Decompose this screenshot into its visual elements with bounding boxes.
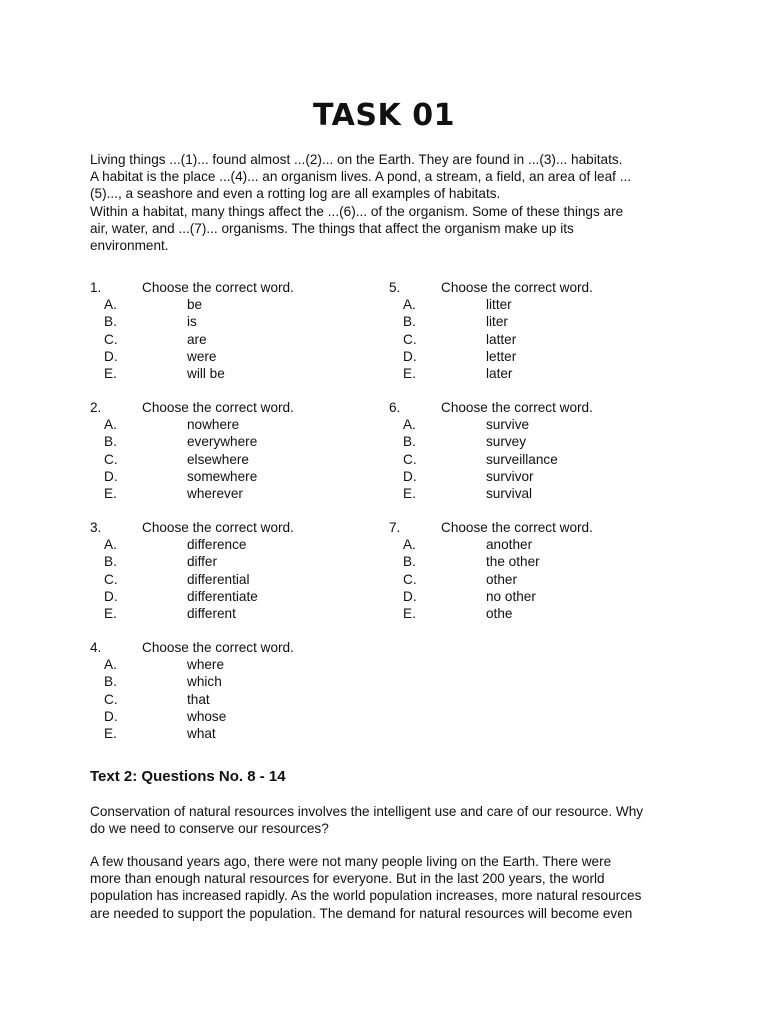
option-letter: D. bbox=[104, 348, 118, 364]
text2-paragraph-2 bbox=[90, 853, 690, 922]
option-text: whose bbox=[187, 708, 227, 724]
option-text: liter bbox=[486, 314, 508, 330]
option-row[interactable] bbox=[389, 433, 689, 450]
paragraph-line: Conservation of natural resources involves the intelligent use and care of our resource. Why bbox=[90, 804, 644, 819]
question-number: 2. bbox=[90, 400, 102, 415]
option-row[interactable] bbox=[90, 451, 390, 468]
option-text: another bbox=[486, 537, 533, 553]
paragraph-line: A few thousand years ago, there were not many people living on the Earth. There were bbox=[90, 854, 612, 869]
option-letter: E. bbox=[104, 605, 117, 621]
option-row[interactable] bbox=[389, 588, 689, 605]
option-letter: E. bbox=[403, 605, 416, 621]
question-number: 3. bbox=[90, 520, 102, 535]
option-row[interactable] bbox=[90, 673, 390, 690]
option-text: were bbox=[187, 348, 217, 364]
option-text: nowhere bbox=[187, 417, 240, 433]
question-prompt: Choose the correct word. bbox=[142, 640, 294, 655]
option-letter: A. bbox=[104, 537, 117, 553]
passage-line: (5)..., a seashore and even a rotting log are all examples of habitats. bbox=[90, 186, 501, 202]
option-text: later bbox=[486, 365, 513, 381]
option-row[interactable] bbox=[90, 331, 390, 348]
option-text: wherever bbox=[187, 485, 243, 501]
option-text: othe bbox=[486, 605, 513, 621]
option-row[interactable] bbox=[389, 416, 689, 433]
option-row[interactable] bbox=[389, 348, 689, 365]
option-letter: C. bbox=[403, 571, 417, 587]
option-row[interactable] bbox=[389, 313, 689, 330]
option-letter: B. bbox=[403, 314, 416, 330]
option-row[interactable] bbox=[389, 553, 689, 570]
option-text: surveillance bbox=[486, 451, 558, 467]
option-text: latter bbox=[486, 331, 517, 347]
option-letter: C. bbox=[104, 331, 118, 347]
option-text: differential bbox=[187, 571, 250, 587]
paragraph-line: are needed to support the population. The demand for natural resources will become even bbox=[90, 905, 633, 921]
question-6 bbox=[389, 399, 689, 502]
option-row[interactable] bbox=[389, 485, 689, 502]
option-letter: B. bbox=[104, 674, 117, 690]
option-text: where bbox=[187, 657, 225, 673]
question-number: 6. bbox=[389, 400, 401, 415]
option-letter: E. bbox=[104, 485, 117, 501]
question-number: 5. bbox=[389, 280, 401, 295]
question-5 bbox=[389, 279, 689, 382]
paragraph-line: more than enough natural resources for everyone. But in the last 200 years, the world bbox=[90, 871, 605, 887]
option-text: different bbox=[187, 605, 236, 621]
option-letter: B. bbox=[403, 434, 416, 450]
option-letter: A. bbox=[403, 537, 416, 553]
option-text: is bbox=[187, 314, 197, 330]
option-text: letter bbox=[486, 348, 517, 364]
question-number: 7. bbox=[389, 520, 401, 535]
option-row[interactable] bbox=[389, 365, 689, 382]
option-text: differentiate bbox=[187, 588, 258, 604]
option-row[interactable] bbox=[90, 433, 390, 450]
text2-paragraph-1 bbox=[90, 803, 690, 837]
option-row[interactable] bbox=[90, 416, 390, 433]
option-row[interactable] bbox=[389, 331, 689, 348]
option-letter: B. bbox=[104, 314, 117, 330]
option-row[interactable] bbox=[90, 313, 390, 330]
passage-line: air, water, and ...(7)... organisms. The things that affect the organism make up its bbox=[90, 220, 574, 236]
section-heading-text2: Text 2: Questions No. 8 - 14 bbox=[90, 768, 286, 785]
question-3 bbox=[90, 519, 390, 622]
option-text: differ bbox=[187, 554, 217, 570]
option-text: survive bbox=[486, 417, 530, 433]
question-prompt: Choose the correct word. bbox=[142, 520, 294, 535]
option-row[interactable] bbox=[90, 553, 390, 570]
option-row[interactable] bbox=[90, 296, 390, 313]
question-prompt: Choose the correct word. bbox=[142, 400, 294, 415]
option-text: survivor bbox=[486, 468, 534, 484]
option-row[interactable] bbox=[90, 485, 390, 502]
option-letter: C. bbox=[104, 571, 118, 587]
option-text: other bbox=[486, 571, 517, 587]
paragraph-line: do we need to conserve our resources? bbox=[90, 821, 329, 837]
option-text: be bbox=[187, 297, 203, 313]
option-row[interactable] bbox=[90, 536, 390, 553]
option-text: that bbox=[187, 691, 210, 707]
option-letter: B. bbox=[104, 434, 117, 450]
option-letter: B. bbox=[104, 554, 117, 570]
option-row[interactable] bbox=[90, 605, 390, 622]
page-title: TASK 01 bbox=[313, 98, 455, 133]
option-text: everywhere bbox=[187, 434, 258, 450]
option-letter: D. bbox=[104, 468, 118, 484]
option-letter: A. bbox=[104, 417, 117, 433]
option-row[interactable] bbox=[389, 296, 689, 313]
option-row[interactable] bbox=[389, 451, 689, 468]
option-text: which bbox=[187, 674, 222, 690]
option-letter: D. bbox=[403, 588, 417, 604]
question-prompt: Choose the correct word. bbox=[441, 400, 593, 415]
passage-line: environment. bbox=[90, 238, 169, 254]
option-letter: A. bbox=[403, 417, 416, 433]
question-1 bbox=[90, 279, 390, 382]
option-text: the other bbox=[486, 554, 540, 570]
option-text: difference bbox=[187, 537, 247, 553]
option-letter: E. bbox=[403, 365, 416, 381]
option-text: will be bbox=[187, 365, 225, 381]
option-row[interactable] bbox=[389, 468, 689, 485]
question-number: 4. bbox=[90, 640, 102, 655]
option-row[interactable] bbox=[389, 536, 689, 553]
question-4 bbox=[90, 639, 390, 742]
question-7 bbox=[389, 519, 689, 622]
passage-line: Living things ...(1)... found almost ...(2)... on the Earth. They are found in ...(3)... habitats. bbox=[90, 152, 623, 167]
option-letter: A. bbox=[104, 297, 117, 313]
option-letter: C. bbox=[104, 691, 118, 707]
option-row[interactable] bbox=[90, 725, 390, 742]
option-row[interactable] bbox=[389, 571, 689, 588]
option-text: survival bbox=[486, 485, 533, 501]
option-letter: C. bbox=[403, 331, 417, 347]
option-letter: C. bbox=[403, 451, 417, 467]
option-row[interactable] bbox=[90, 348, 390, 365]
option-text: somewhere bbox=[187, 468, 258, 484]
question-number: 1. bbox=[90, 280, 102, 295]
option-text: no other bbox=[486, 588, 536, 604]
option-row[interactable] bbox=[90, 708, 390, 725]
question-prompt: Choose the correct word. bbox=[142, 280, 294, 295]
option-letter: C. bbox=[104, 451, 118, 467]
option-letter: B. bbox=[403, 554, 416, 570]
option-letter: A. bbox=[403, 297, 416, 313]
option-letter: E. bbox=[104, 725, 117, 741]
question-2 bbox=[90, 399, 390, 502]
option-letter: D. bbox=[104, 708, 118, 724]
paragraph-line: population has increased rapidly. As the world population increases, more natural resources bbox=[90, 888, 642, 904]
passage-text1 bbox=[90, 151, 690, 254]
option-row[interactable] bbox=[90, 365, 390, 382]
question-prompt: Choose the correct word. bbox=[441, 520, 593, 535]
question-prompt: Choose the correct word. bbox=[441, 280, 593, 295]
option-text: what bbox=[187, 725, 216, 741]
option-letter: D. bbox=[403, 348, 417, 364]
option-row[interactable] bbox=[90, 588, 390, 605]
option-row[interactable] bbox=[389, 605, 689, 622]
option-letter: E. bbox=[104, 365, 117, 381]
option-letter: A. bbox=[104, 657, 117, 673]
option-text: elsewhere bbox=[187, 451, 249, 467]
option-text: are bbox=[187, 331, 207, 347]
passage-line: A habitat is the place ...(4)... an organism lives. A pond, a stream, a field, an area of leaf ... bbox=[90, 169, 632, 185]
passage-line: Within a habitat, many things affect the ...(6)... of the organism. Some of these things are bbox=[90, 203, 624, 219]
option-text: survey bbox=[486, 434, 527, 450]
option-row[interactable] bbox=[90, 691, 390, 708]
option-row[interactable] bbox=[90, 468, 390, 485]
option-row[interactable] bbox=[90, 571, 390, 588]
option-letter: D. bbox=[403, 468, 417, 484]
option-text: litter bbox=[486, 297, 512, 313]
option-letter: E. bbox=[403, 485, 416, 501]
option-letter: D. bbox=[104, 588, 118, 604]
option-row[interactable] bbox=[90, 656, 390, 673]
